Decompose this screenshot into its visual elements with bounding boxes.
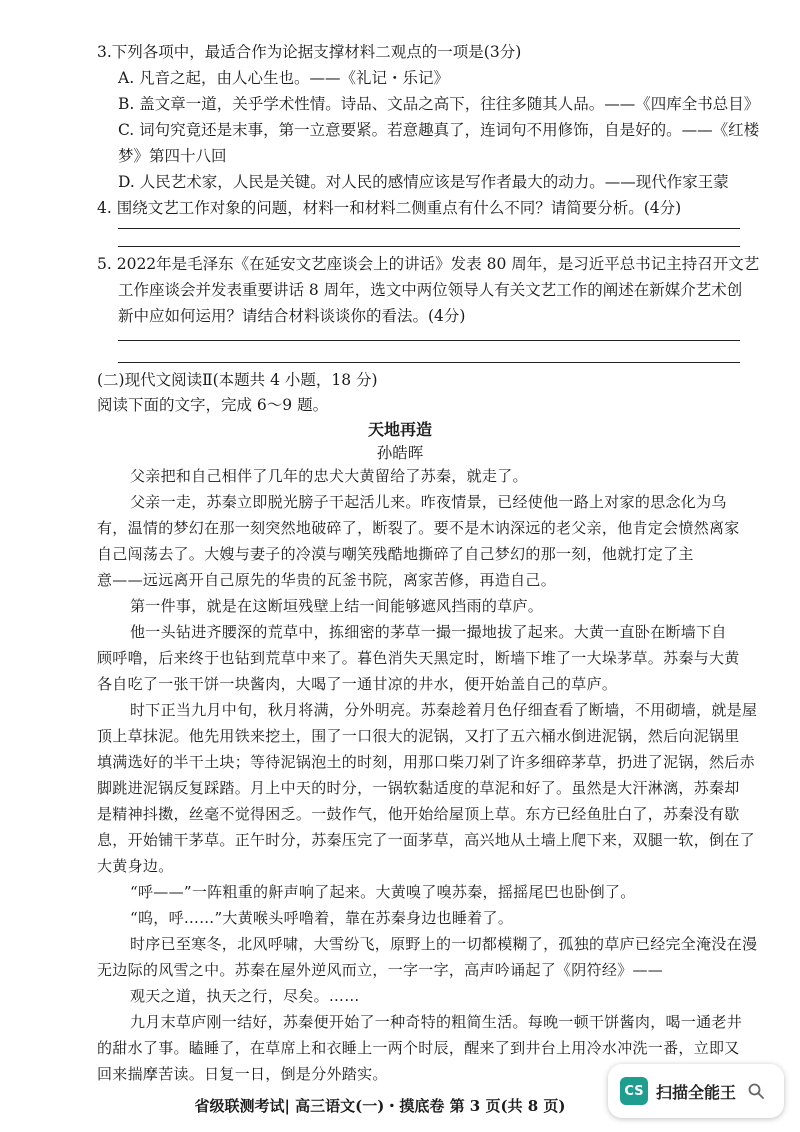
section-instruction: 阅读下面的文字，完成 6～9 题。 — [97, 396, 329, 414]
article-line: 是精神抖擞，丝毫不觉得困乏。一鼓作气，他开始给屋顶上草。东方已经鱼肚白了，苏秦没有歇 — [97, 805, 740, 823]
article-line: 填满选好的半干土块；等待泥锅泡土的时刻，用那口柴刀剁了许多细碎茅草，扔进了泥锅，然后赤 — [97, 753, 755, 771]
section-heading: (二)现代文阅读Ⅱ(本题共 4 小题，18 分) — [97, 371, 378, 389]
q5-line2: 工作座谈会并发表重要讲话 8 周年，选文中两位领导人有关文艺工作的阐述在新媒介艺术创 — [118, 281, 743, 299]
article-line: 自己闯荡去了。大嫂与妻子的冷漠与嘲笑残酷地撕碎了自己梦幻的那一刻，他就打定了主 — [97, 545, 694, 563]
q3-option-c-line1: C. 词句究竟还是末事，第一立意要紧。若意趣真了，连词句不用修饰，自是好的。——《红楼 — [118, 121, 760, 139]
article-line: 父亲把和自己相伴了几年的忠犬大黄留给了苏秦，就走了。 — [130, 467, 528, 485]
q4-answer-line-1 — [118, 228, 740, 229]
article-line: “呼——”一阵粗重的鼾声响了起来。大黄嗅了嗅苏秦，摇摇尾巴也卧倒了。 — [130, 883, 636, 901]
article-line: 顶上草抹泥。他先用铁来挖土，围了一口很大的泥锅，又打了五六桶水倒进泥锅，然后向泥锅里 — [97, 727, 740, 745]
q3-option-c-line2: 梦》第四十八回 — [118, 147, 227, 165]
q3-option-d: D. 人民艺术家，人民是关键。对人民的感情应该是写作者最大的动力。——现代作家王蒙 — [118, 173, 729, 191]
article-line: 大黄身边。 — [97, 857, 174, 875]
q5-line1: 5. 2022年是毛泽东《在延安文艺座谈会上的讲话》发表 80 周年，是习近平总书记主持召开文艺 — [97, 255, 760, 273]
q5-line3: 新中应如何运用？请结合材料谈谈你的看法。(4分) — [118, 307, 466, 325]
scanner-watermark-badge[interactable] — [608, 1064, 784, 1118]
article-line: 回来揣摩苦读。日复一日，倒是分外踏实。 — [97, 1065, 388, 1083]
article-line: 有，温情的梦幻在那一刻突然地破碎了，断裂了。要不是木讷深远的老父亲，他肯定会愤然离家 — [97, 519, 740, 537]
article-title: 天地再造 — [367, 420, 432, 439]
q4-answer-line-2 — [118, 246, 740, 247]
article-line: “呜，呼……”大黄喉头呼噜着，靠在苏秦身边也睡着了。 — [130, 909, 514, 927]
article-line: 顾呼噜，后来终于也钻到荒草中来了。暮色消失天黑定时，断墙下堆了一大垛茅草。苏秦与大黄 — [97, 649, 740, 667]
q3-stem: 3.下列各项中，最适合作为论据支撑材料二观点的一项是(3分) — [97, 43, 522, 61]
article-line: 脚跳进泥锅反复踩踏。月上中天的时分，一锅软黏适度的草泥和好了。虽然是大汗淋漓，苏秦却 — [97, 779, 740, 797]
article-line: 观天之道，执天之行，尽矣。…… — [130, 987, 360, 1005]
scanner-app-label: 扫描全能王 — [656, 1082, 737, 1102]
article-line: 九月末草庐刚一结好，苏秦便开始了一种奇特的粗简生活。每晚一顿干饼酱肉，喝一通老井 — [130, 1013, 743, 1031]
zoom-icon[interactable] — [748, 1083, 764, 1099]
camscanner-logo-icon: CS — [620, 1077, 648, 1105]
q4-stem: 4. 围绕文艺工作对象的问题，材料一和材料二侧重点有什么不同？请简要分析。(4分) — [97, 199, 682, 217]
page-footer: 省级联测考试| 高三语文(一)・摸底卷 第 3 页(共 8 页) — [194, 1097, 566, 1115]
article-line: 他一头钻进齐腰深的荒草中，拣细密的茅草一撮一撮地拔了起来。大黄一直卧在断墙下自 — [130, 623, 727, 641]
article-line: 各自吃了一张干饼一块酱肉，大喝了一通甘凉的井水，便开始盖自己的草庐。 — [97, 675, 618, 693]
article-line: 的甜水了事。瞌睡了，在草席上和衣睡上一两个时辰，醒来了到井台上用冷水冲洗一番，立即又 — [97, 1039, 740, 1057]
article-line: 父亲一走，苏秦立即脱光膀子干起活儿来。昨夜情景，已经使他一路上对家的思念化为乌 — [130, 493, 727, 511]
q3-option-b: B. 盖文章一道，关乎学术性情。诗品、文品之高下，往往多随其人品。——《四库全书总目》 — [118, 95, 760, 113]
q5-answer-line-2 — [118, 362, 740, 363]
article-line: 时序已至寒冬，北风呼啸，大雪纷飞，原野上的一切都模糊了，孤独的草庐已经完全淹没在漫 — [130, 935, 758, 953]
q3-option-a: A. 凡音之起，由人心生也。——《礼记・乐记》 — [118, 69, 450, 87]
article-line: 第一件事，就是在这断垣残壁上结一间能够遮风挡雨的草庐。 — [130, 597, 544, 615]
article-line: 意——远远离开自己原先的华贵的瓦釜书院，离家苦修，再造自己。 — [97, 571, 557, 589]
article-line: 时下正当九月中旬，秋月将满，分外明亮。苏秦趁着月色仔细查看了断墙，不用砌墙，就是屋 — [130, 701, 758, 719]
article-line: 息，开始铺干茅草。正午时分，苏秦压完了一面茅草，高兴地从土墙上爬下来，双腿一软，倒在了 — [97, 831, 755, 849]
q5-answer-line-1 — [118, 340, 740, 341]
article-line: 无边际的风雪之中。苏秦在屋外逆风而立，一字一字，高声吟诵起了《阴符经》—— — [97, 961, 664, 979]
article-author: 孙皓晖 — [376, 444, 424, 462]
